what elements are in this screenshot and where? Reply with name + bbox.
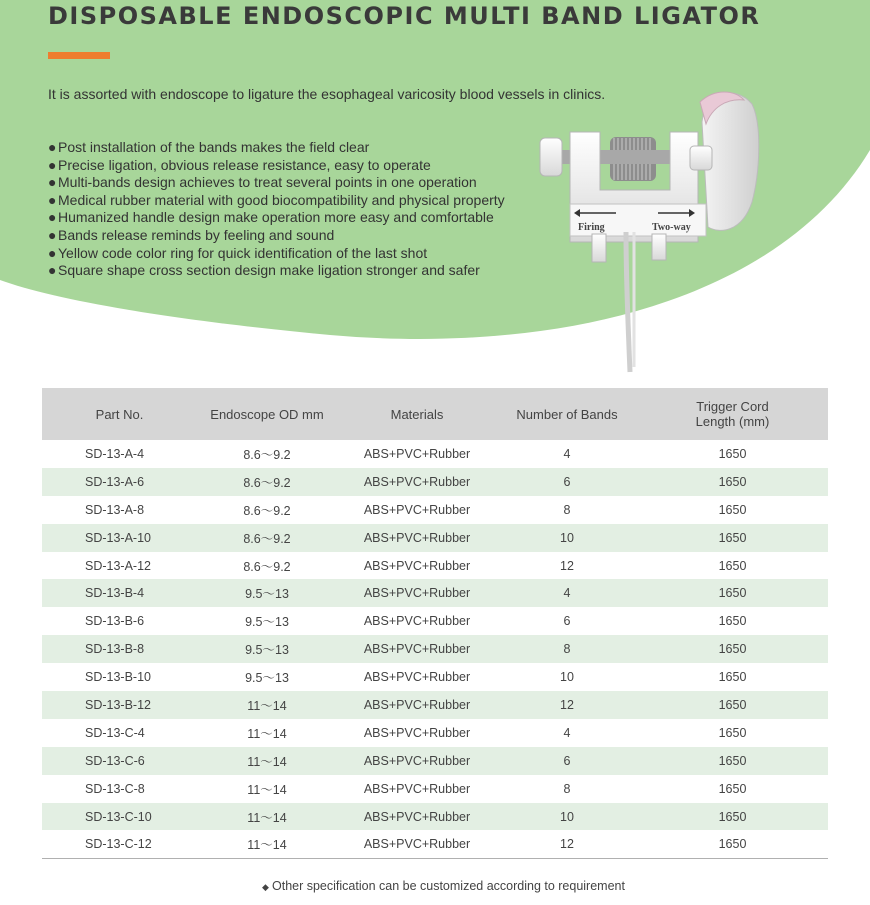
table-row [42,663,828,691]
page-title: DISPOSABLE ENDOSCOPIC MULTI BAND LIGATOR [48,2,761,30]
cell-trigger-cord-length: 1650 [718,614,747,629]
cell-part-no: SD-13-C-4 [85,725,145,740]
cell-materials: ABS+PVC+Rubber [363,809,471,824]
cell-materials: ABS+PVC+Rubber [363,558,471,573]
cell-materials: ABS+PVC+Rubber [363,502,471,517]
cell-materials: ABS+PVC+Rubber [363,474,471,489]
cell-endoscope-od: 11～14 [247,698,287,713]
cell-part-no: SD-13-A-12 [85,558,151,573]
feature-item: ● Humanized handle design make operation more easy and comfortable [48,209,494,226]
specification-table [42,388,828,859]
cell-endoscope-od: 8.6～9.2 [243,503,291,518]
cell-materials: ABS+PVC+Rubber [363,725,471,740]
cell-number-of-bands: 10 [560,670,574,685]
cell-number-of-bands: 10 [560,530,574,545]
feature-item: ● Medical rubber material with good biocompatibility and physical property [48,191,505,208]
cell-endoscope-od: 11～14 [247,838,287,853]
cell-endoscope-od: 11～14 [247,726,287,741]
feature-list [48,139,505,280]
bullet-icon: ● [48,226,57,243]
table-row [42,524,828,552]
cell-trigger-cord-length: 1650 [718,474,747,489]
bullet-icon: ● [48,139,57,155]
cell-trigger-cord-length: 1650 [718,586,747,601]
table-row [42,496,828,524]
cell-endoscope-od: 11～14 [247,810,287,825]
feature-item: ● Square shape cross section design make ligation stronger and safer [48,262,480,279]
cell-trigger-cord-length: 1650 [718,530,747,545]
cell-materials: ABS+PVC+Rubber [363,642,471,657]
cell-part-no: SD-13-B-6 [85,614,145,629]
header-trigger-cord [637,388,828,440]
bullet-icon: ● [48,191,57,208]
table-row [42,719,828,747]
cell-endoscope-od: 9.5～13 [245,615,289,630]
cell-number-of-bands: 4 [563,725,571,740]
feature-item: ● Post installation of the bands makes the field clear [48,139,370,155]
cell-materials: ABS+PVC+Rubber [363,614,471,629]
header-number-of-bands: Number of Bands [516,406,618,422]
bullet-icon: ● [48,174,57,191]
cell-part-no: SD-13-A-6 [85,474,145,489]
cell-part-no: SD-13-C-12 [85,837,152,852]
cell-number-of-bands: 10 [560,809,574,824]
cell-endoscope-od: 8.6～9.2 [243,447,291,462]
cell-number-of-bands: 4 [563,586,571,601]
title-accent-bar [48,52,110,59]
cell-trigger-cord-length: 1650 [718,781,747,796]
cell-materials: ABS+PVC+Rubber [363,530,471,545]
cell-number-of-bands: 8 [563,642,571,657]
feature-item: ● Precise ligation, obvious release resistance, easy to operate [48,156,431,173]
cell-trigger-cord-length: 1650 [718,558,747,573]
table-body [42,440,828,859]
cell-trigger-cord-length: 1650 [718,697,747,712]
cell-trigger-cord-length: 1650 [718,446,747,461]
cell-part-no: SD-13-A-10 [85,530,151,545]
cell-endoscope-od: 9.5～13 [245,587,289,602]
cell-part-no: SD-13-C-8 [85,781,145,796]
feature-item: ● Multi-bands design achieves to treat several points in one operation [48,174,477,191]
header-trigger-cord-line1: Trigger Cord [696,399,769,414]
cell-number-of-bands: 4 [563,446,571,461]
intro-text: It is assorted with endoscope to ligature the esophageal varicosity blood vessels in clinics. [48,86,606,102]
table-row [42,579,828,607]
footer-note-text: Other specification can be customized according to requirement [272,879,625,893]
table-row [42,635,828,663]
cell-part-no: SD-13-C-10 [85,809,152,824]
table-row [42,803,828,831]
header-trigger-cord-line2: Length (mm) [695,414,770,429]
bullet-icon: ● [48,262,57,279]
cell-number-of-bands: 8 [563,502,571,517]
bullet-icon: ● [48,209,57,226]
cell-number-of-bands: 6 [563,753,571,768]
cell-endoscope-od: 11～14 [247,782,287,797]
cell-number-of-bands: 8 [563,781,571,796]
header-materials: Materials [390,406,444,422]
cell-trigger-cord-length: 1650 [718,670,747,685]
header-endoscope-od: Endoscope OD mm [210,406,324,422]
cell-trigger-cord-length: 1650 [718,809,747,824]
cell-trigger-cord-length: 1650 [718,725,747,740]
cell-part-no: SD-13-B-10 [85,670,151,685]
cell-materials: ABS+PVC+Rubber [363,697,471,712]
cell-part-no: SD-13-A-8 [85,502,145,517]
table-row [42,440,828,468]
cell-endoscope-od: 9.5～13 [245,671,289,686]
cell-materials: ABS+PVC+Rubber [363,586,471,601]
bullet-icon: ● [48,244,57,261]
cell-part-no: SD-13-C-6 [85,753,145,768]
cell-materials: ABS+PVC+Rubber [363,753,471,768]
cell-materials: ABS+PVC+Rubber [363,837,471,852]
bullet-icon: ● [48,156,57,173]
cell-number-of-bands: 6 [563,474,571,489]
ligator-device-image [530,82,765,377]
table-header-row [42,388,828,440]
feature-item: ● Bands release reminds by feeling and sound [48,226,335,243]
device-label-firing: Firing [578,222,605,233]
cell-materials: ABS+PVC+Rubber [363,670,471,685]
cell-materials: ABS+PVC+Rubber [363,446,471,461]
cell-part-no: SD-13-B-12 [85,697,151,712]
cell-endoscope-od: 9.5～13 [245,643,289,658]
device-right-foot [652,234,666,260]
device-right-knob [690,146,712,170]
cell-number-of-bands: 6 [563,614,571,629]
cell-part-no: SD-13-B-4 [85,586,145,601]
device-tube [626,232,630,372]
table-row [42,775,828,803]
cell-trigger-cord-length: 1650 [718,642,747,657]
cell-trigger-cord-length: 1650 [718,753,747,768]
header-part-no: Part No. [95,406,144,422]
table-row [42,830,828,858]
cell-trigger-cord-length: 1650 [718,837,747,852]
cell-materials: ABS+PVC+Rubber [363,781,471,796]
cell-part-no: SD-13-A-4 [85,446,145,461]
feature-item: ● Yellow code color ring for quick identification of the last shot [48,244,428,261]
cell-endoscope-od: 8.6～9.2 [243,559,291,574]
table-row [42,468,828,496]
table-row [42,607,828,635]
footer-note [262,879,625,893]
cell-endoscope-od: 8.6～9.2 [243,531,291,546]
device-left-foot [592,234,606,262]
table-row [42,691,828,719]
cell-part-no: SD-13-B-8 [85,642,145,657]
table-row [42,747,828,775]
cell-number-of-bands: 12 [560,697,574,712]
diamond-bullet-icon: ◆ [262,882,269,892]
cell-number-of-bands: 12 [560,558,574,573]
cell-endoscope-od: 8.6～9.2 [243,475,291,490]
cell-number-of-bands: 12 [560,837,574,852]
device-label-twoway: Two-way [652,222,691,233]
cell-trigger-cord-length: 1650 [718,502,747,517]
device-left-knob [540,138,562,176]
cell-endoscope-od: 11～14 [247,754,287,769]
table-row [42,552,828,580]
